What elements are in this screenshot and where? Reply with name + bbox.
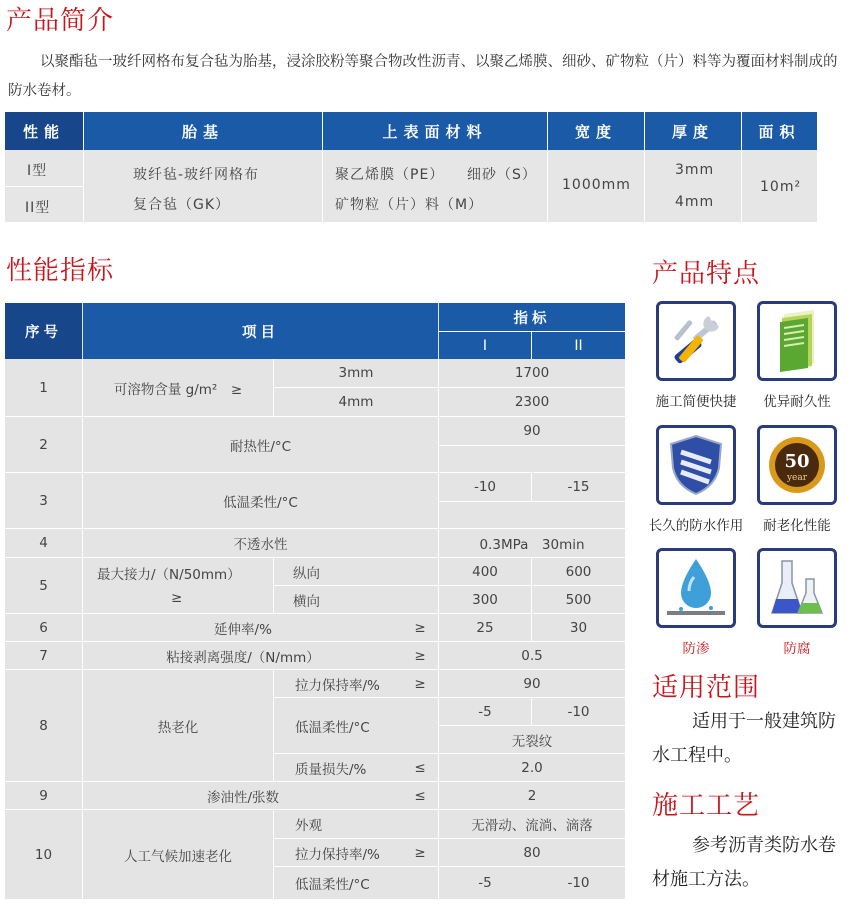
spec-header-base: 胎基 [84,112,322,150]
construction-title: 施工工艺 [652,791,761,821]
feature-label-2: 优异耐久性 [763,394,831,410]
scope-title: 适用范围 [652,673,761,703]
spec-type-1: I型 [27,163,48,179]
perf-r4-item: 不透水性 [233,537,288,553]
perf-r8-b-2: -10 [567,703,590,720]
perf-r1-sub-a: 3mm [338,365,374,381]
perf-r8-val-a: 90 [523,675,541,692]
perf-r10-val-b: 80 [523,844,541,861]
spec-header-performance: 性能 [5,112,83,150]
spec-surface-mineral: 矿物粒（片）料（M） [335,197,484,213]
badge-word: year [786,473,808,483]
perf-r7-item: 粘接剥离强度/（N/mm） [166,649,320,666]
performance-table [5,303,625,899]
construction-text: 参考沥青类防水卷材施工方法。 [652,835,836,890]
perf-r10-val-a: 无滑动、流淌、滴落 [471,818,593,834]
perf-r5-b-2: 500 [565,591,592,608]
perf-r6-val-1: 25 [476,619,494,636]
perf-r5-item-op: ≥ [171,590,183,606]
perf-r3-val-1: -10 [473,479,497,495]
perf-r5-a-2: 600 [565,563,592,580]
perf-r5-sub-a: 纵向 [293,565,320,582]
document-stack-icon [757,301,837,381]
feature-label-4: 耐老化性能 [763,518,831,534]
perf-r3-val-2: -15 [567,479,590,495]
scope-text: 适用于一般建筑防水工程中。 [652,711,836,766]
perf-r10-c-1: -5 [478,875,492,891]
perf-r6-op: ≥ [414,619,426,636]
perf-r5-a-1: 400 [472,563,498,580]
perf-r9-op: ≤ [414,787,426,804]
feature-label-3: 长久的防水作用 [648,518,744,534]
perf-r10-op-b: ≥ [414,844,426,861]
spec-header-thickness: 厚度 [645,112,741,150]
perf-r2-item: 耐热性/°C [229,438,292,455]
perf-r10-no: 10 [34,846,53,863]
feature-label-1: 施工简便快捷 [655,394,737,410]
spec-width: 1000mm [562,177,631,193]
intro-text: 以聚酯毡一玻纤网格布复合毡为胎基，浸涂胶粉等聚合物改性沥青、以聚乙烯膜、细砂、矿物粒（片）料等为覆面材料制成的防水卷材。 [8,54,838,99]
spec-header-area: 面积 [742,112,817,150]
spec-header-surface: 上表面材料 [323,112,547,150]
perf-header-type-2: II [532,331,625,359]
badge-number: 50 [784,451,810,472]
spec-header-width: 宽度 [548,112,644,150]
perf-r7-val: 0.5 [521,647,543,664]
perf-r3-no: 3 [39,492,48,509]
perf-r5-b-1: 300 [472,591,498,608]
perf-r4-no: 4 [39,535,48,551]
perf-r9-no: 9 [39,787,48,804]
perf-r7-no: 7 [39,647,48,664]
spec-area: 10m² [760,179,802,195]
perf-r8-val-c: 2.0 [521,759,543,776]
perf-r10-item: 人工气候加速老化 [124,848,232,865]
perf-r8-b-note: 无裂纹 [511,733,553,750]
perf-r2-no: 2 [39,436,48,453]
perf-r6-val-2: 30 [569,619,588,636]
perf-r10-sub-b: 拉力保持率/% [295,846,380,863]
perf-r8-sub-a: 拉力保持率/% [295,677,380,694]
spec-surface-sand: 细砂（S） [467,167,537,183]
perf-r1-sub-b: 4mm [338,394,374,410]
perf-r8-op-a: ≥ [414,675,426,692]
flask-icon [757,548,837,628]
perf-r1-no: 1 [39,379,48,396]
perf-r1-val-a: 1700 [514,365,550,381]
perf-r4-val: 0.3MPa 30min [479,537,585,553]
perf-r7-op: ≥ [414,647,426,664]
performance-title: 性能指标 [6,256,115,286]
perf-header-no: 序号 [5,303,82,359]
perf-r1-item: 可溶物含量 g/m² ≥ [113,381,243,398]
perf-r5-item: 最大接力/（N/50mm） [97,567,241,583]
tools-icon [656,301,736,381]
perf-r9-val: 2 [527,787,537,804]
perf-header-index: 指标 [439,303,625,331]
perf-r8-no: 8 [39,717,48,734]
intro-title: 产品简介 [6,6,115,36]
perf-r5-no: 5 [39,577,48,594]
shield-icon [656,425,736,505]
perf-r10-sub-a: 外观 [295,818,322,834]
spec-surface-pe: 聚乙烯膜（PE） [335,167,445,183]
perf-r8-sub-b: 低温柔性/°C [295,719,370,736]
perf-r5-sub-b: 横向 [293,593,320,610]
perf-r9-item: 渗油性/张数 [206,789,280,806]
perf-r8-sub-c: 质量损失/% [295,761,367,778]
perf-r6-no: 6 [39,619,48,636]
spec-thickness-2: 4mm [675,194,715,210]
spec-base-line2: 复合毡（GK） [133,197,231,213]
spec-base-line1: 玻纤毡-玻纤网格布 [133,167,260,183]
perf-r10-sub-c: 低温柔性/°C [295,877,370,893]
spec-thickness-1: 3mm [675,162,715,178]
perf-r1-val-b: 2300 [514,394,550,410]
feature-label-6: 防腐 [783,641,811,657]
perf-r8-item: 热老化 [157,719,199,736]
perf-r3-item: 低温柔性/°C [223,494,298,511]
perf-header-type-1: I [439,331,531,359]
feature-label-5: 防渗 [682,641,710,657]
perf-r6-item: 延伸率/% [214,621,272,638]
perf-r8-op-c: ≤ [414,759,426,776]
perf-r2-val: 90 [523,423,541,439]
water-drop-icon [656,548,736,628]
features-title: 产品特点 [652,259,761,289]
perf-r10-c-2: -10 [567,875,590,891]
spec-type-2: II型 [25,200,51,216]
spec-table [5,112,817,222]
perf-header-item: 项目 [83,303,438,359]
anniversary-badge-icon [757,425,837,505]
perf-r8-b-1: -5 [478,703,492,720]
